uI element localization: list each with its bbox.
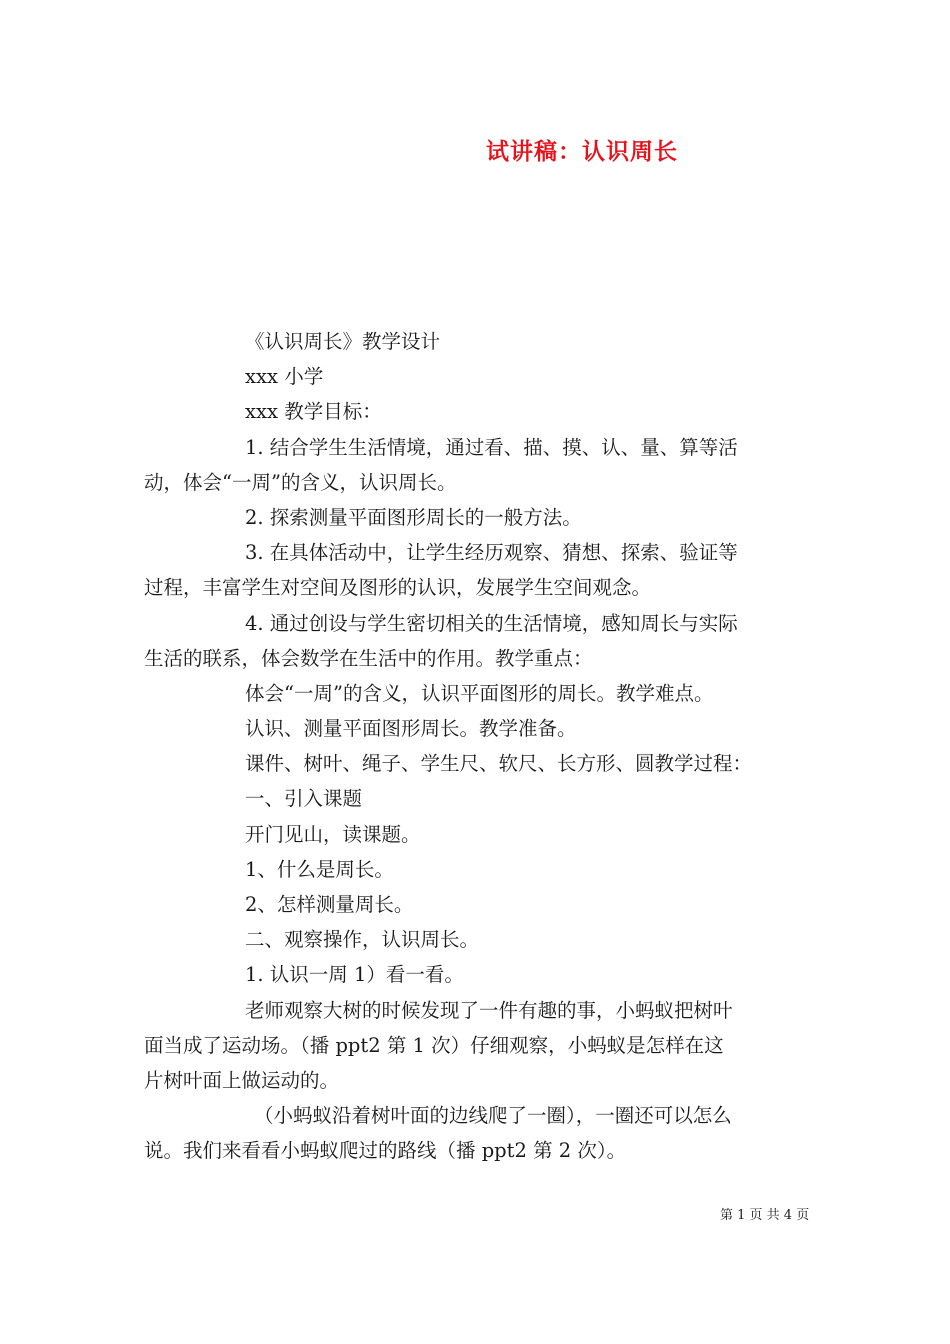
paragraph-line: 动，体会“一周”的含义，认识周长。 bbox=[144, 470, 457, 494]
paragraph-line: 体会“一周”的含义，认识平面图形的周长。教学难点。 bbox=[245, 681, 714, 705]
paragraph-line: 老师观察大树的时候发现了一件有趣的事，小蚂蚁把树叶 bbox=[245, 998, 733, 1022]
paragraph-line: 生活的联系，体会数学在生活中的作用。教学重点： bbox=[144, 646, 593, 670]
paragraph-line: 1、什么是周长。 bbox=[245, 857, 394, 881]
paragraph-line: 课件、树叶、绳子、学生尺、软尺、长方形、圆教学过程： bbox=[245, 752, 753, 776]
paragraph-line: 《认识周长》教学设计 bbox=[245, 330, 441, 353]
paragraph-line: 3. 在具体活动中，让学生经历观察、猜想、探索、验证等 bbox=[245, 541, 738, 565]
paragraph-line: 认识、测量平面图形周长。教学准备。 bbox=[245, 717, 577, 741]
paragraph-line: 开门见山，读课题。 bbox=[245, 822, 421, 846]
paragraph-line: 面当成了运动场。（播 ppt2 第 1 次）仔细观察，小蚂蚁是怎样在这 bbox=[144, 1033, 724, 1057]
paragraph-line: 二、观察操作，认识周长。 bbox=[245, 928, 480, 952]
paragraph-line: 片树叶面上做运动的。 bbox=[144, 1068, 340, 1092]
paragraph-line: 一、引入课题 bbox=[245, 787, 363, 811]
document-body bbox=[144, 324, 808, 1169]
document-title: 试讲稿：认识周长 bbox=[486, 138, 678, 165]
paragraph-line: 1. 认识一周 1）看一看。 bbox=[245, 963, 464, 987]
paragraph-line: 2、怎样测量周长。 bbox=[245, 893, 414, 916]
paragraph-line: 过程，丰富学生对空间及图形的认识，发展学生空间观念。 bbox=[144, 576, 652, 600]
paragraph-line: 4. 通过创设与学生密切相关的生活情境，感知周长与实际 bbox=[245, 611, 738, 635]
paragraph-line: （小蚂蚁沿着树叶面的边线爬了一圈），一圈还可以怎么 bbox=[254, 1104, 732, 1128]
paragraph-line: 说。我们来看看小蚂蚁爬过的路线（播 ppt2 第 2 次）。 bbox=[144, 1139, 627, 1163]
paragraph-line: 1. 结合学生生活情境，通过看、描、摸、认、量、算等活 bbox=[245, 435, 738, 459]
paragraph-line: 2. 探索测量平面图形周长的一般方法。 bbox=[245, 505, 582, 529]
page-number-footer: 第 1 页 共 4 页 bbox=[720, 1208, 810, 1223]
paragraph-line: xxx 小学 bbox=[245, 365, 324, 389]
paragraph-line: xxx 教学目标： bbox=[245, 400, 382, 424]
